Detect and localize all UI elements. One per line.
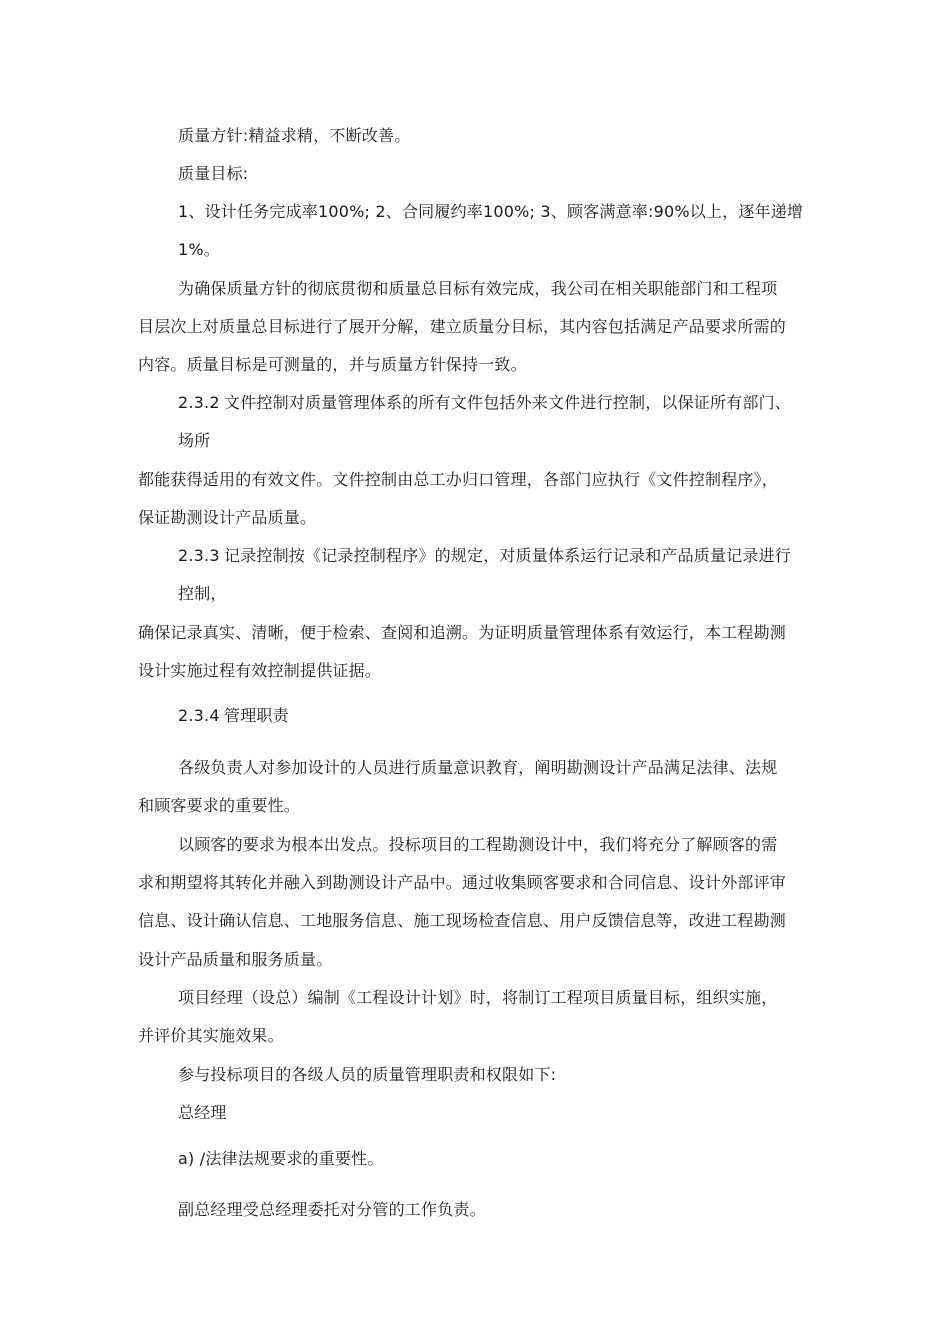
section-2-3-3-line-1: [178, 546, 791, 566]
section-text: 记录控制按《记录控制程序》的规定，对质量体系运行记录和产品质量记录进行: [224, 546, 792, 565]
section-2-3-2-line-1: [178, 393, 791, 413]
quality-policy-line: 质量方针:精益求精，不断改善。: [178, 126, 411, 145]
paragraph-line: 各级负责人对参加设计的人员进行质量意识教育，阐明勘测设计产品满足法律、法规: [178, 758, 778, 777]
paragraph-line: 确保记录真实、清晰，便于检索、查阅和追溯。为证明质量管理体系有效运行，本工程勘测: [138, 623, 787, 642]
section-number: 2.3.4: [178, 706, 220, 725]
paragraph-line: 参与投标项目的各级人员的质量管理职责和权限如下:: [178, 1065, 557, 1084]
quality-objective-line-2: 1%。: [178, 240, 220, 259]
section-2-3-4-heading: [178, 706, 289, 726]
paragraph-line: 副总经理受总经理委托对分管的工作负责。: [178, 1200, 486, 1219]
paragraph-line: 内容。质量目标是可测量的，并与质量方针保持一致。: [138, 355, 527, 374]
paragraph-line: 为确保质量方针的彻底贯彻和质量总目标有效完成，我公司在相关职能部门和工程项: [178, 279, 778, 298]
paragraph-line: 场所: [178, 431, 211, 450]
section-number: 2.3.3: [178, 546, 220, 565]
paragraph-line: 设计产品质量和服务质量。: [138, 950, 333, 969]
role-heading-general-manager: 总经理: [178, 1103, 227, 1122]
paragraph-line: 和顾客要求的重要性。: [138, 796, 301, 815]
section-text: 文件控制对质量管理体系的所有文件包括外来文件进行控制，以保证所有部门、: [224, 393, 792, 412]
paragraph-line: 信息、设计确认信息、工地服务信息、施工现场检查信息、用户反馈信息等，改进工程勘测: [138, 911, 787, 930]
paragraph-line: 目层次上对质量总目标进行了展开分解，建立质量分目标，其内容包括满足产品要求所需的: [138, 317, 787, 336]
paragraph-line: 保证勘测设计产品质量。: [138, 508, 317, 527]
list-item-a: a) /法律法规要求的重要性。: [178, 1149, 384, 1168]
paragraph-line: 设计实施过程有效控制提供证据。: [138, 661, 382, 680]
quality-objective-heading: 质量目标:: [178, 164, 249, 183]
paragraph-line: 都能获得适用的有效文件。文件控制由总工办归口管理，各部门应执行《文件控制程序》，: [138, 470, 779, 489]
paragraph-line: 求和期望将其转化并融入到勘测设计产品中。通过收集顾客要求和合同信息、设计外部评审: [138, 873, 787, 892]
quality-objective-line-1: 1、设计任务完成率100%; 2、合同履约率100%; 3、顾客满意率:90%以上，逐年递增: [178, 202, 804, 221]
section-number: 2.3.2: [178, 393, 220, 412]
paragraph-line: 项目经理（设总）编制《工程设计计划》时，将制订工程项目质量目标，组织实施，: [178, 988, 778, 1007]
paragraph-line: 控制，: [178, 584, 227, 603]
paragraph-line: 并评价其实施效果。: [138, 1026, 284, 1045]
section-title: 管理职责: [224, 706, 289, 725]
paragraph-line: 以顾客的要求为根本出发点。投标项目的工程勘测设计中，我们将充分了解顾客的需: [178, 835, 778, 854]
